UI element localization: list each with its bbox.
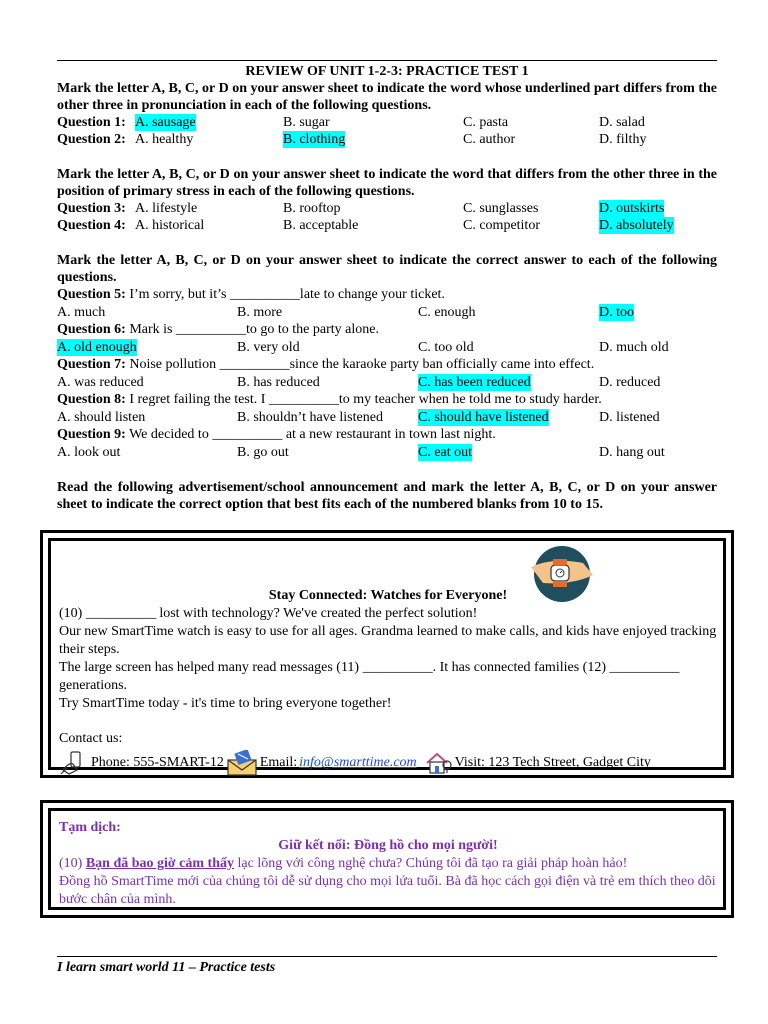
translation-heading: Tạm dịch: xyxy=(59,820,121,835)
option-b[interactable]: B. acceptable xyxy=(283,218,359,233)
translation-line-body: Đồng hồ SmartTime mới của chúng tôi dễ sử dụng cho mọi lứa tuổi. Bà đã học cách gọi điện và trẻ em thích theo dõi bước chân của mình. xyxy=(59,874,716,907)
option-c[interactable]: C. enough xyxy=(418,305,476,320)
option-c[interactable]: C. should have listened xyxy=(418,410,549,425)
question-row xyxy=(57,339,717,356)
question-label: Question 9: xyxy=(57,427,126,442)
question-text: I’m sorry, but it’s __________late to change your ticket. xyxy=(129,287,445,302)
question-stem xyxy=(57,356,717,374)
envelope-icon xyxy=(226,750,258,776)
question-stem xyxy=(57,426,717,444)
question-label: Question 1: xyxy=(57,115,126,130)
question-text: We decided to __________ at a new restaurant in town last night. xyxy=(129,427,496,442)
option-a[interactable]: A. old enough xyxy=(57,340,137,355)
option-b[interactable]: B. clothing xyxy=(283,132,346,147)
question-stem xyxy=(57,321,717,339)
option-c[interactable]: C. author xyxy=(463,132,516,147)
translation-line-10 xyxy=(59,855,717,873)
option-a[interactable]: A. much xyxy=(57,305,106,320)
translation-inner xyxy=(48,808,726,910)
advertisement-inner xyxy=(48,538,726,770)
contact-label: Contact us: xyxy=(59,731,123,746)
option-a[interactable]: A. look out xyxy=(57,445,121,460)
option-c[interactable]: C. pasta xyxy=(463,115,509,130)
ad-line-10: (10) __________ lost with technology? We've created the perfect solution! xyxy=(59,606,478,621)
option-a[interactable]: A. healthy xyxy=(135,132,194,147)
section2-instruction: Mark the letter A, B, C, or D on your answer sheet to indicate the word that differs from the other three in the position of primary stress in each of the following questions. xyxy=(57,167,717,199)
section3-questions xyxy=(57,286,717,461)
translation-underlined: Bạn đã bao giờ cảm thấy xyxy=(85,856,234,871)
option-a[interactable]: A. was reduced xyxy=(57,375,144,390)
option-d[interactable]: D. outskirts xyxy=(599,201,665,216)
section1-questions xyxy=(57,114,717,148)
option-c[interactable]: C. eat out xyxy=(418,445,473,460)
question-label: Question 6: xyxy=(57,322,126,337)
phone-hand-icon xyxy=(59,750,89,776)
option-b[interactable]: B. more xyxy=(237,305,283,320)
option-c[interactable]: C. competitor xyxy=(463,218,540,233)
option-d[interactable]: D. hang out xyxy=(599,445,665,460)
question-text: Mark is __________to go to the party alone. xyxy=(129,322,379,337)
footer-text: I learn smart world 11 – Practice tests xyxy=(57,960,276,975)
option-b[interactable]: B. very old xyxy=(237,340,300,355)
question-label: Question 4: xyxy=(57,218,126,233)
option-d[interactable]: D. salad xyxy=(599,115,645,130)
option-d[interactable]: D. reduced xyxy=(599,375,661,390)
option-d[interactable]: D. too xyxy=(599,305,634,320)
question-row xyxy=(57,131,717,148)
translation-line-prefix: (10) xyxy=(59,856,86,871)
question-label: Question 7: xyxy=(57,357,126,372)
contact-email-link[interactable]: info@smarttime.com xyxy=(299,755,417,770)
question-text: Noise pollution __________since the karaoke party ban officially came into effect. xyxy=(129,357,595,372)
option-d[interactable]: D. listened xyxy=(599,410,660,425)
section4-instruction: Read the following advertisement/school announcement and mark the letter A, B, C, or D on your answer sheet to indicate the correct option that best fits each of the numbered blanks from 10 to 15. xyxy=(57,480,717,512)
option-b[interactable]: B. sugar xyxy=(283,115,330,130)
ad-line-body: Our new SmartTime watch is easy to use for all ages. Grandma learned to make calls, and kids have enjoyed tracking their steps. xyxy=(59,624,717,657)
option-b[interactable]: B. has reduced xyxy=(237,375,320,390)
option-b[interactable]: B. rooftop xyxy=(283,201,341,216)
question-stem xyxy=(57,286,717,304)
option-b[interactable]: B. go out xyxy=(237,445,289,460)
worksheet xyxy=(57,0,717,513)
question-label: Question 5: xyxy=(57,287,126,302)
contact-phone: Phone: 555-SMART-12 xyxy=(91,755,224,770)
option-d[interactable]: D. absolutely xyxy=(599,218,674,233)
option-a[interactable]: A. sausage xyxy=(135,115,196,130)
watch-icon xyxy=(523,545,601,603)
option-d[interactable]: D. much old xyxy=(599,340,669,355)
advertisement-box xyxy=(40,530,734,778)
page-title: REVIEW OF UNIT 1-2-3: PRACTICE TEST 1 xyxy=(245,64,529,79)
question-stem xyxy=(57,391,717,409)
question-row xyxy=(57,304,717,321)
question-row xyxy=(57,444,717,461)
question-label: Question 8: xyxy=(57,392,126,407)
question-text: I regret failing the test. I __________to my teacher when he told me to study harder. xyxy=(129,392,602,407)
ad-title: Stay Connected: Watches for Everyone! xyxy=(268,588,508,603)
option-c[interactable]: C. has been reduced xyxy=(418,375,531,390)
section2-questions xyxy=(57,200,717,234)
option-b[interactable]: B. shouldn’t have listened xyxy=(237,410,383,425)
option-c[interactable]: C. sunglasses xyxy=(463,201,539,216)
contact-row xyxy=(59,750,717,776)
translation-title: Giữ kết nối: Đồng hồ cho mọi người! xyxy=(278,838,498,853)
ad-line-11-12: The large screen has helped many read messages (11) __________. It has connected families (12) __________ generations. xyxy=(59,660,680,693)
question-label: Question 3: xyxy=(57,201,126,216)
question-row xyxy=(57,409,717,426)
question-label: Question 2: xyxy=(57,132,126,147)
question-row xyxy=(57,114,717,131)
bottom-rule xyxy=(57,956,717,957)
translation-line-rest: lạc lõng với công nghệ chưa? Chúng tôi đã tạo ra giải pháp hoàn hảo! xyxy=(234,856,628,871)
option-a[interactable]: A. should listen xyxy=(57,410,146,425)
option-a[interactable]: A. historical xyxy=(135,218,205,233)
section3-instruction: Mark the letter A, B, C, or D on your answer sheet to indicate the correct answer to each of the following questions. xyxy=(57,253,717,285)
house-icon xyxy=(425,751,453,775)
option-c[interactable]: C. too old xyxy=(418,340,474,355)
question-row xyxy=(57,217,717,234)
question-row xyxy=(57,200,717,217)
contact-email-label: Email: xyxy=(259,755,298,770)
translation-box xyxy=(40,800,734,918)
question-row xyxy=(57,374,717,391)
section1-instruction: Mark the letter A, B, C, or D on your answer sheet to indicate the word whose underlined part differs from the other three in pronunciation in each of the following questions. xyxy=(57,81,717,113)
option-a[interactable]: A. lifestyle xyxy=(135,201,198,216)
option-d[interactable]: D. filthy xyxy=(599,132,647,147)
contact-visit: Visit: 123 Tech Street, Gadget City xyxy=(454,755,651,770)
ad-line-cta: Try SmartTime today - it's time to bring everyone together! xyxy=(59,696,392,711)
